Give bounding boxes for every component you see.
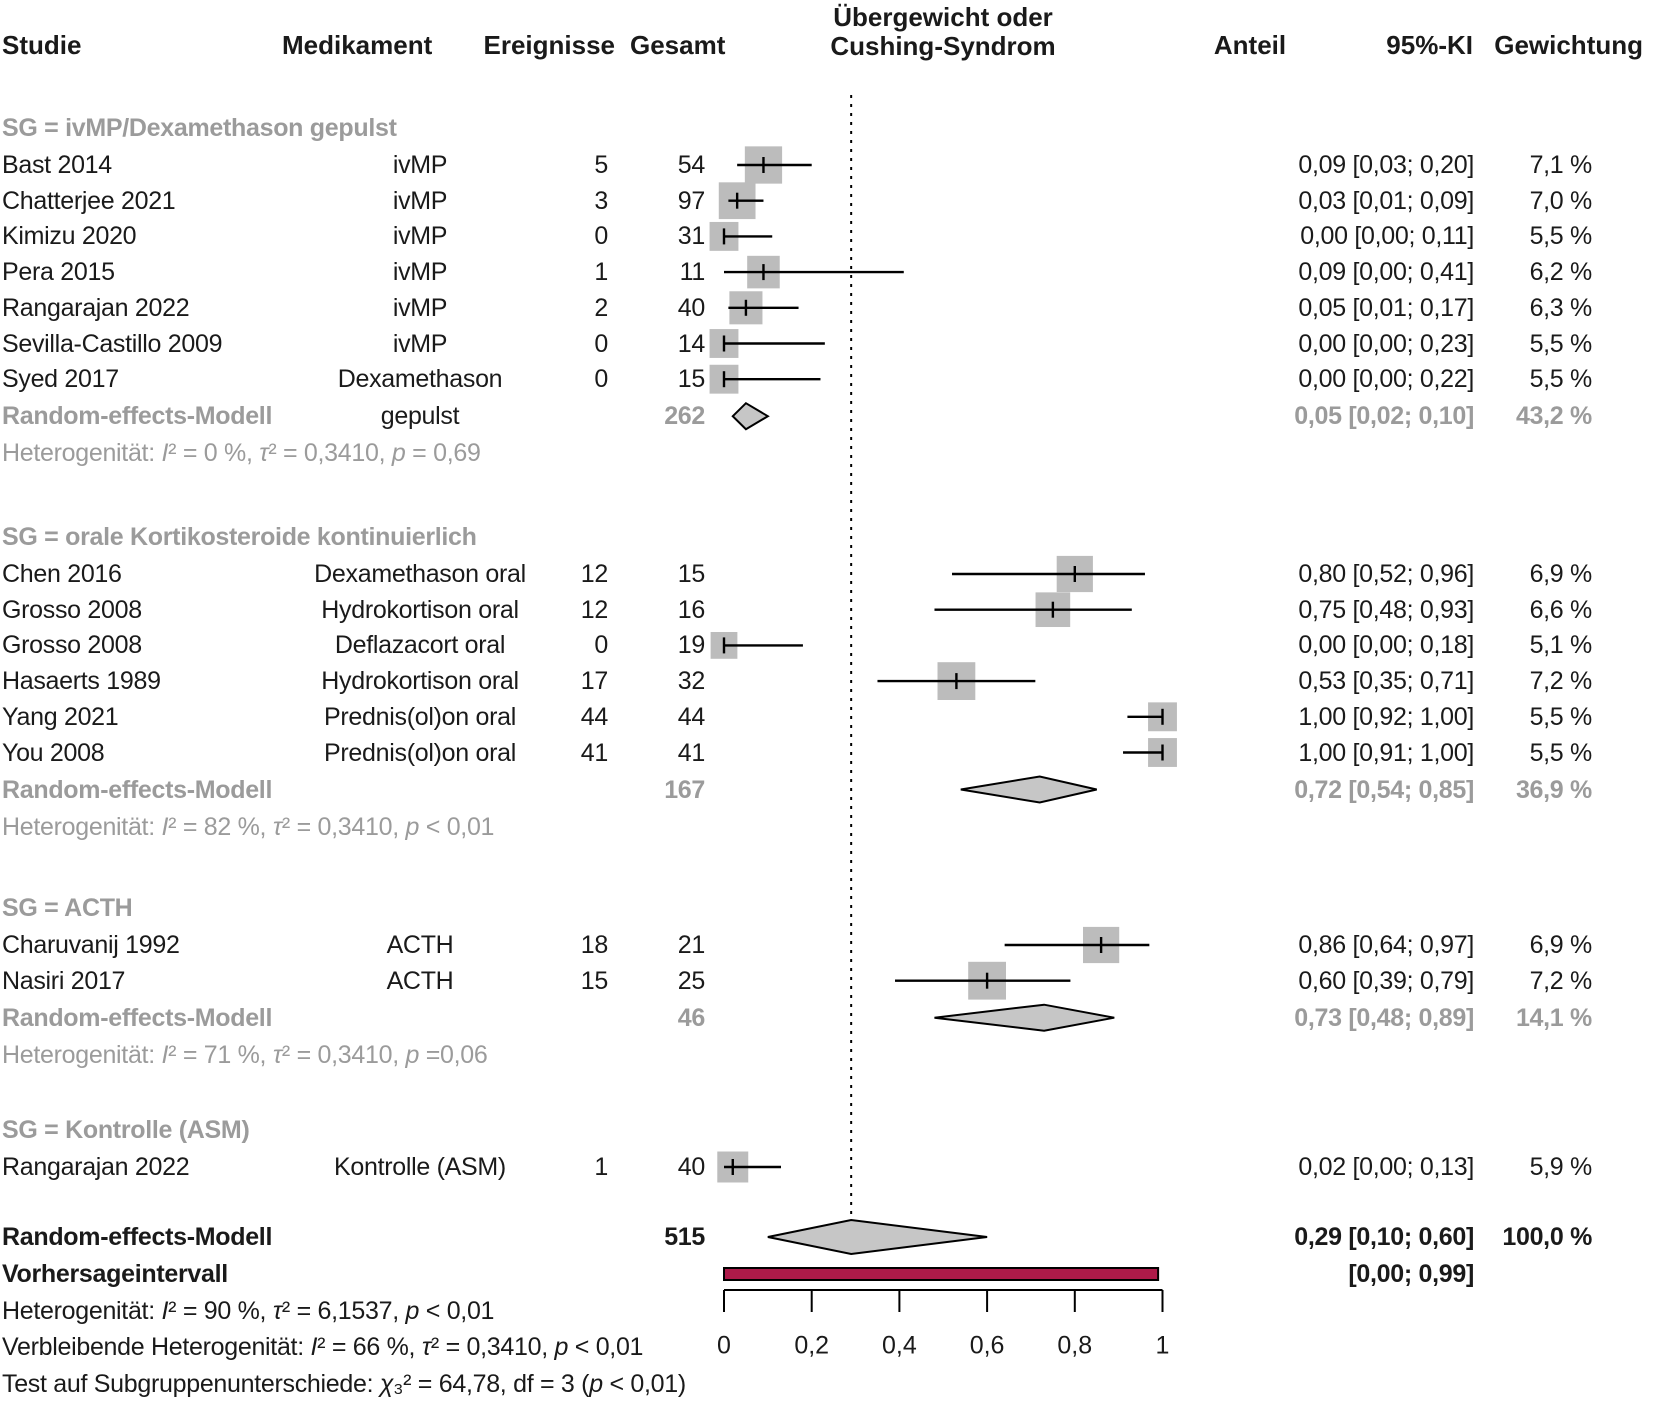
total-count: 97 [677,186,705,215]
events-count: 0 [594,222,608,251]
table-row [0,700,1654,734]
proportion-ci: 0,00 [0,00; 0,18] [1298,631,1474,660]
proportion-ci: 0,09 [0,03; 0,20] [1298,151,1474,179]
medication: Hydrokortison oral [321,595,519,624]
heterogeneity-note: Heterogenität: I² = 82 %, τ² = 0,3410, p < 0,01 [2,812,495,841]
study-name: Sevilla-Castillo 2009 [2,329,223,358]
x-axis-tick-label: 0,8 [1057,1331,1093,1360]
weight: 5,5 % [1529,365,1592,394]
medication: Prednis(ol)on oral [324,702,516,731]
medication: Hydrokortison oral [321,667,519,696]
footnote: Verbleibende Heterogenität: I² = 66 %, τ² = 0,3410, p < 0,01 [2,1333,644,1361]
weight: 7,2 % [1529,966,1592,995]
proportion-ci: 0,60 [0,39; 0,79] [1298,966,1474,995]
weight: 7,0 % [1529,186,1592,215]
events-count: 44 [580,702,608,731]
medication: ACTH [386,931,454,959]
medication: ivMP [392,222,448,251]
plot-title-line2: Cushing-Syndrom [830,31,1056,61]
study-name: Nasiri 2017 [2,966,126,995]
medication: ivMP [392,258,448,287]
table-row [0,1220,1654,1254]
table-row [0,593,1654,627]
weight: 5,9 % [1529,1153,1592,1181]
table-row [0,255,1654,289]
study-name: Syed 2017 [2,365,119,394]
table-row [0,1038,1654,1072]
x-axis-tick-label: 0,2 [794,1331,830,1360]
weight: 5,5 % [1529,222,1592,251]
weight: 7,1 % [1529,151,1592,179]
column-header-studie: Studie [2,30,82,60]
total-count: 41 [677,738,705,767]
events-count: 0 [594,631,608,660]
events-count: 2 [594,293,608,322]
medication: Kontrolle (ASM) [334,1153,506,1181]
events-count: 15 [580,966,608,995]
total-count: 16 [677,595,705,624]
weight: 43,2 % [1515,402,1592,431]
total-count: 40 [677,1153,705,1181]
footnote: Heterogenität: I² = 90 %, τ² = 6,1537, p < 0,01 [2,1297,495,1325]
table-row [0,399,1654,433]
total-count: 262 [664,402,705,431]
total-count: 32 [677,667,705,696]
study-name: Chen 2016 [2,560,122,588]
proportion-ci: 0,03 [0,01; 0,09] [1298,186,1474,215]
study-name: Hasaerts 1989 [2,667,161,696]
study-name: Yang 2021 [2,702,119,731]
column-header-gesamt: Gesamt [630,30,726,60]
footnote: Test auf Subgruppenunterschiede: χ₃² = 64,78, df = 3 (p < 0,01) [2,1370,686,1398]
total-count: 31 [677,222,705,251]
proportion-ci: 0,00 [0,00; 0,22] [1298,365,1474,394]
proportion-ci: 0,05 [0,02; 0,10] [1294,402,1474,431]
table-row [0,891,1654,925]
table-row [0,436,1654,470]
table-row [0,773,1654,807]
prediction-interval-label: Vorhersageintervall [2,1260,228,1288]
total-count: 19 [677,631,705,660]
weight: 100,0 % [1502,1223,1592,1251]
medication: ivMP [392,186,448,215]
medication: Prednis(ol)on oral [324,738,516,767]
weight: 6,6 % [1529,595,1592,624]
summary-label: Random-effects-Modell [2,402,273,431]
subgroup-label: SG = ACTH [2,894,133,922]
proportion-ci: 0,09 [0,00; 0,41] [1298,258,1474,287]
medication: ivMP [392,151,448,179]
summary-label: Random-effects-Modell [2,775,273,804]
table-row [0,1001,1654,1035]
study-name: Pera 2015 [2,258,115,287]
study-name: Kimizu 2020 [2,222,137,251]
proportion-ci: 0,72 [0,54; 0,85] [1294,775,1474,804]
table-row [0,628,1654,662]
table-row [0,664,1654,698]
x-axis-tick-label: 0 [717,1331,731,1360]
proportion-ci: 0,02 [0,00; 0,13] [1298,1153,1474,1181]
weight: 6,9 % [1529,560,1592,588]
proportion-ci: 0,53 [0,35; 0,71] [1298,667,1474,696]
table-row [0,557,1654,591]
weight: 7,2 % [1529,667,1592,696]
total-count: 21 [677,931,705,959]
column-header-gewichtung: Gewichtung [1494,30,1643,60]
heterogeneity-note: Heterogenität: I² = 71 %, τ² = 0,3410, p =0,06 [2,1040,488,1069]
total-count: 40 [677,293,705,322]
x-axis-tick-label: 1 [1155,1331,1170,1360]
column-header-ki: 95%-KI [1386,30,1473,60]
table-row [0,520,1654,554]
proportion-ci: 0,00 [0,00; 0,11] [1300,222,1474,251]
table-row [0,1367,1654,1401]
total-count: 54 [677,151,705,179]
table-row [0,327,1654,361]
weight: 36,9 % [1515,775,1592,804]
events-count: 0 [594,329,608,358]
medication: ivMP [392,293,448,322]
table-row [0,362,1654,396]
total-count: 11 [679,258,705,287]
total-count: 15 [677,560,705,588]
proportion-ci: 0,80 [0,52; 0,96] [1298,560,1474,588]
study-name: Rangarajan 2022 [2,293,190,322]
medication: Dexamethason [337,365,503,394]
weight: 5,5 % [1529,702,1592,731]
events-count: 41 [580,738,608,767]
table-row [0,1330,1654,1364]
proportion-ci: 0,86 [0,64; 0,97] [1298,931,1474,959]
table-row [0,1257,1654,1291]
subgroup-label: SG = orale Kortikosteroide kontinuierlich [2,523,477,551]
total-count: 46 [677,1003,705,1032]
events-count: 12 [580,560,608,588]
total-count: 25 [677,966,705,995]
table-row [0,1294,1654,1328]
weight: 14,1 % [1515,1003,1592,1032]
summary-label: Random-effects-Modell [2,1003,273,1032]
study-name: Rangarajan 2022 [2,1153,190,1181]
weight: 5,5 % [1529,738,1592,767]
medication: ACTH [386,966,454,995]
proportion-ci: 1,00 [0,91; 1,00] [1298,738,1474,767]
proportion-ci: 0,00 [0,00; 0,23] [1298,329,1474,358]
total-count: 44 [677,702,705,731]
study-name: Charuvanij 1992 [2,931,180,959]
events-count: 17 [580,667,608,696]
table-row [0,1113,1654,1147]
events-count: 3 [594,186,608,215]
proportion-ci: 0,73 [0,48; 0,89] [1294,1003,1474,1032]
table-row [0,111,1654,145]
events-count: 1 [594,1153,608,1181]
x-axis-tick-label: 0,4 [882,1331,917,1360]
table-row [0,148,1654,182]
study-name: Bast 2014 [2,151,112,179]
column-header-medikament: Medikament [282,30,433,60]
column-header-ereignisse: Ereignisse [483,30,615,60]
heterogeneity-note: Heterogenität: I² = 0 %, τ² = 0,3410, p = 0,69 [2,439,481,468]
table-row [0,736,1654,770]
events-count: 12 [580,595,608,624]
proportion-ci: 0,29 [0,10; 0,60] [1294,1223,1474,1251]
prediction-interval-ci: [0,00; 0,99] [1348,1260,1474,1288]
weight: 6,3 % [1529,293,1592,322]
medication: Dexamethason oral [314,560,526,588]
table-row [0,219,1654,253]
plot-title-line1: Übergewicht oder [833,2,1053,32]
column-header-anteil: Anteil [1213,30,1287,60]
medication: Deflazacort oral [334,631,506,660]
proportion-ci: 0,05 [0,01; 0,17] [1298,293,1474,322]
x-axis-tick-label: 0,6 [969,1331,1005,1360]
medication: ivMP [392,329,448,358]
events-count: 5 [594,151,608,179]
study-name: Chatterjee 2021 [2,186,176,215]
events-count: 18 [580,931,608,959]
study-name: Grosso 2008 [2,631,142,660]
study-name: You 2008 [2,738,105,767]
weight: 5,5 % [1529,329,1592,358]
table-row [0,291,1654,325]
subgroup-label: SG = Kontrolle (ASM) [2,1116,250,1144]
events-count: 0 [594,365,608,394]
proportion-ci: 0,75 [0,48; 0,93] [1298,595,1474,624]
medication: gepulst [380,402,460,431]
weight: 6,9 % [1529,931,1592,959]
table-row [0,184,1654,218]
total-count: 515 [664,1223,705,1251]
proportion-ci: 1,00 [0,92; 1,00] [1298,702,1474,731]
events-count: 1 [594,258,608,287]
table-row [0,928,1654,962]
weight: 6,2 % [1529,258,1592,287]
overall-summary-label: Random-effects-Modell [2,1223,273,1251]
study-name: Grosso 2008 [2,595,142,624]
table-row [0,1150,1654,1184]
table-row [0,810,1654,844]
table-row [0,964,1654,998]
total-count: 14 [677,329,705,358]
total-count: 167 [664,775,705,804]
weight: 5,1 % [1529,631,1592,660]
total-count: 15 [677,365,705,394]
subgroup-label: SG = ivMP/Dexamethason gepulst [2,114,397,142]
